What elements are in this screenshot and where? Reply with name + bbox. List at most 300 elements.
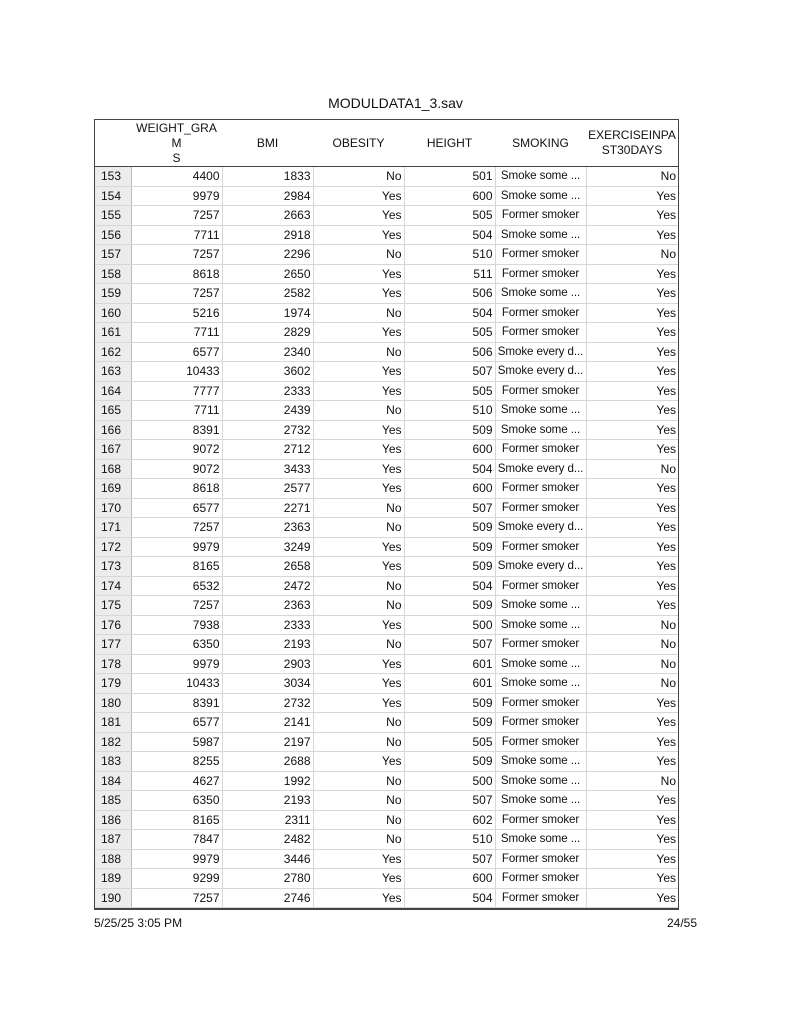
table-row	[95, 518, 678, 538]
smoking-cell: Smoke some ...	[495, 830, 586, 850]
row-index-cell: 153	[95, 167, 131, 187]
table-row	[95, 732, 678, 752]
smoking-cell: Smoke some ...	[495, 615, 586, 635]
exercise-cell: Yes	[586, 849, 678, 869]
table-row	[95, 869, 678, 889]
height-cell: 505	[404, 732, 495, 752]
smoking-cell: Smoke some ...	[495, 401, 586, 421]
row-index-cell: 174	[95, 576, 131, 596]
height-cell: 511	[404, 264, 495, 284]
weight-grams-cell: 8618	[131, 479, 222, 499]
obesity-cell: Yes	[313, 225, 404, 245]
weight-grams-cell: 4400	[131, 167, 222, 187]
exercise-cell: No	[586, 167, 678, 187]
obesity-cell: Yes	[313, 615, 404, 635]
height-cell: 509	[404, 596, 495, 616]
row-index-cell: 176	[95, 615, 131, 635]
row-index-cell: 172	[95, 537, 131, 557]
column-header-index	[95, 120, 131, 167]
height-cell: 506	[404, 342, 495, 362]
weight-grams-cell: 7257	[131, 888, 222, 908]
table-row	[95, 791, 678, 811]
weight-grams-cell: 8618	[131, 264, 222, 284]
weight-grams-cell: 9299	[131, 869, 222, 889]
exercise-cell: Yes	[586, 186, 678, 206]
row-index-cell: 181	[95, 713, 131, 733]
weight-grams-cell: 5216	[131, 303, 222, 323]
row-index-cell: 156	[95, 225, 131, 245]
exercise-cell: Yes	[586, 888, 678, 908]
table-row	[95, 264, 678, 284]
obesity-cell: No	[313, 245, 404, 265]
height-cell: 507	[404, 635, 495, 655]
table-header	[95, 120, 678, 167]
exercise-cell: Yes	[586, 713, 678, 733]
height-cell: 509	[404, 713, 495, 733]
row-index-cell: 180	[95, 693, 131, 713]
obesity-cell: Yes	[313, 888, 404, 908]
exercise-cell: Yes	[586, 693, 678, 713]
weight-grams-cell: 6532	[131, 576, 222, 596]
row-index-cell: 167	[95, 440, 131, 460]
row-index-cell: 168	[95, 459, 131, 479]
weight-grams-cell: 7257	[131, 206, 222, 226]
weight-grams-cell: 6577	[131, 498, 222, 518]
smoking-cell: Former smoker	[495, 849, 586, 869]
row-index-cell: 169	[95, 479, 131, 499]
exercise-cell: No	[586, 615, 678, 635]
bmi-cell: 2193	[222, 791, 313, 811]
exercise-cell: Yes	[586, 557, 678, 577]
height-cell: 504	[404, 225, 495, 245]
bmi-cell: 2577	[222, 479, 313, 499]
weight-grams-cell: 7257	[131, 245, 222, 265]
exercise-cell: Yes	[586, 381, 678, 401]
smoking-cell: Smoke some ...	[495, 596, 586, 616]
obesity-cell: No	[313, 518, 404, 538]
exercise-cell: Yes	[586, 284, 678, 304]
exercise-cell: No	[586, 654, 678, 674]
smoking-cell: Former smoker	[495, 888, 586, 908]
exercise-cell: No	[586, 245, 678, 265]
row-index-cell: 177	[95, 635, 131, 655]
smoking-cell: Smoke some ...	[495, 225, 586, 245]
bmi-cell: 2732	[222, 693, 313, 713]
smoking-cell: Smoke some ...	[495, 186, 586, 206]
bmi-cell: 3433	[222, 459, 313, 479]
height-cell: 600	[404, 440, 495, 460]
weight-grams-cell: 7257	[131, 518, 222, 538]
exercise-cell: Yes	[586, 440, 678, 460]
height-cell: 506	[404, 284, 495, 304]
height-cell: 600	[404, 869, 495, 889]
obesity-cell: Yes	[313, 362, 404, 382]
weight-grams-cell: 6577	[131, 342, 222, 362]
exercise-cell: Yes	[586, 264, 678, 284]
smoking-cell: Former smoker	[495, 303, 586, 323]
obesity-cell: Yes	[313, 479, 404, 499]
weight-grams-cell: 7711	[131, 225, 222, 245]
row-index-cell: 162	[95, 342, 131, 362]
weight-grams-cell: 6350	[131, 635, 222, 655]
height-cell: 504	[404, 576, 495, 596]
height-cell: 504	[404, 303, 495, 323]
smoking-cell: Former smoker	[495, 381, 586, 401]
exercise-cell: Yes	[586, 752, 678, 772]
obesity-cell: Yes	[313, 537, 404, 557]
weight-grams-cell: 5987	[131, 732, 222, 752]
smoking-cell: Former smoker	[495, 869, 586, 889]
weight-grams-cell: 7257	[131, 284, 222, 304]
bmi-cell: 2829	[222, 323, 313, 343]
weight-grams-cell: 7938	[131, 615, 222, 635]
bmi-cell: 2746	[222, 888, 313, 908]
table-row	[95, 752, 678, 772]
smoking-cell: Former smoker	[495, 498, 586, 518]
row-index-cell: 159	[95, 284, 131, 304]
table-row	[95, 498, 678, 518]
height-cell: 504	[404, 888, 495, 908]
exercise-cell: Yes	[586, 420, 678, 440]
table-row	[95, 420, 678, 440]
obesity-cell: No	[313, 732, 404, 752]
row-index-cell: 171	[95, 518, 131, 538]
obesity-cell: Yes	[313, 459, 404, 479]
exercise-cell: Yes	[586, 342, 678, 362]
height-cell: 509	[404, 537, 495, 557]
table-row	[95, 654, 678, 674]
bmi-cell: 2712	[222, 440, 313, 460]
row-index-cell: 161	[95, 323, 131, 343]
weight-grams-cell: 9072	[131, 440, 222, 460]
row-index-cell: 165	[95, 401, 131, 421]
height-cell: 601	[404, 674, 495, 694]
column-header-smoking: SMOKING	[495, 120, 586, 167]
weight-grams-cell: 7711	[131, 401, 222, 421]
table-row	[95, 186, 678, 206]
obesity-cell: No	[313, 771, 404, 791]
row-index-cell: 178	[95, 654, 131, 674]
smoking-cell: Former smoker	[495, 264, 586, 284]
row-index-cell: 184	[95, 771, 131, 791]
obesity-cell: No	[313, 830, 404, 850]
smoking-cell: Former smoker	[495, 245, 586, 265]
height-cell: 510	[404, 401, 495, 421]
bmi-cell: 2141	[222, 713, 313, 733]
exercise-cell: Yes	[586, 225, 678, 245]
obesity-cell: Yes	[313, 186, 404, 206]
bmi-cell: 2340	[222, 342, 313, 362]
bmi-cell: 2311	[222, 810, 313, 830]
row-index-cell: 164	[95, 381, 131, 401]
height-cell: 510	[404, 245, 495, 265]
height-cell: 509	[404, 518, 495, 538]
obesity-cell: No	[313, 596, 404, 616]
weight-grams-cell: 9979	[131, 654, 222, 674]
obesity-cell: Yes	[313, 284, 404, 304]
table-row	[95, 284, 678, 304]
row-index-cell: 188	[95, 849, 131, 869]
exercise-cell: No	[586, 459, 678, 479]
height-cell: 510	[404, 830, 495, 850]
bmi-cell: 2197	[222, 732, 313, 752]
smoking-cell: Former smoker	[495, 713, 586, 733]
obesity-cell: Yes	[313, 557, 404, 577]
column-header-weight-grams: WEIGHT_GRAM S	[131, 120, 222, 167]
bmi-cell: 3249	[222, 537, 313, 557]
table-row	[95, 401, 678, 421]
smoking-cell: Smoke every d...	[495, 557, 586, 577]
table-row	[95, 381, 678, 401]
smoking-cell: Smoke some ...	[495, 674, 586, 694]
table-row	[95, 342, 678, 362]
table-row	[95, 771, 678, 791]
obesity-cell: No	[313, 635, 404, 655]
obesity-cell: Yes	[313, 849, 404, 869]
obesity-cell: No	[313, 713, 404, 733]
weight-grams-cell: 9979	[131, 849, 222, 869]
exercise-cell: Yes	[586, 479, 678, 499]
table-row	[95, 537, 678, 557]
table-row	[95, 362, 678, 382]
bmi-cell: 2363	[222, 518, 313, 538]
exercise-cell: No	[586, 635, 678, 655]
document-title: MODULDATA1_3.sav	[328, 95, 463, 111]
table-row	[95, 245, 678, 265]
table-row	[95, 206, 678, 226]
bmi-cell: 2732	[222, 420, 313, 440]
height-cell: 509	[404, 557, 495, 577]
row-index-cell: 173	[95, 557, 131, 577]
height-cell: 507	[404, 849, 495, 869]
bmi-cell: 2780	[222, 869, 313, 889]
height-cell: 600	[404, 186, 495, 206]
exercise-cell: Yes	[586, 732, 678, 752]
bmi-cell: 3602	[222, 362, 313, 382]
header-row	[95, 120, 678, 167]
obesity-cell: Yes	[313, 752, 404, 772]
smoking-cell: Former smoker	[495, 732, 586, 752]
weight-grams-cell: 6577	[131, 713, 222, 733]
row-index-cell: 189	[95, 869, 131, 889]
exercise-cell: Yes	[586, 830, 678, 850]
height-cell: 507	[404, 791, 495, 811]
weight-grams-cell: 4627	[131, 771, 222, 791]
bmi-cell: 2363	[222, 596, 313, 616]
row-index-cell: 187	[95, 830, 131, 850]
row-index-cell: 155	[95, 206, 131, 226]
smoking-cell: Former smoker	[495, 693, 586, 713]
obesity-cell: No	[313, 576, 404, 596]
height-cell: 509	[404, 420, 495, 440]
table-row	[95, 810, 678, 830]
smoking-cell: Smoke some ...	[495, 420, 586, 440]
exercise-cell: Yes	[586, 596, 678, 616]
height-cell: 507	[404, 362, 495, 382]
column-header-bmi: BMI	[222, 120, 313, 167]
weight-grams-cell: 9072	[131, 459, 222, 479]
bmi-cell: 2688	[222, 752, 313, 772]
obesity-cell: Yes	[313, 264, 404, 284]
bmi-cell: 2903	[222, 654, 313, 674]
height-cell: 505	[404, 206, 495, 226]
height-cell: 600	[404, 479, 495, 499]
row-index-cell: 179	[95, 674, 131, 694]
obesity-cell: Yes	[313, 420, 404, 440]
row-index-cell: 185	[95, 791, 131, 811]
obesity-cell: No	[313, 810, 404, 830]
height-cell: 509	[404, 693, 495, 713]
obesity-cell: Yes	[313, 381, 404, 401]
height-cell: 505	[404, 323, 495, 343]
weight-grams-cell: 10433	[131, 674, 222, 694]
bmi-cell: 2333	[222, 615, 313, 635]
exercise-cell: No	[586, 674, 678, 694]
table-row	[95, 479, 678, 499]
exercise-cell: Yes	[586, 498, 678, 518]
smoking-cell: Smoke every d...	[495, 518, 586, 538]
obesity-cell: No	[313, 498, 404, 518]
weight-grams-cell: 7257	[131, 596, 222, 616]
obesity-cell: No	[313, 167, 404, 187]
smoking-cell: Former smoker	[495, 440, 586, 460]
obesity-cell: Yes	[313, 440, 404, 460]
obesity-cell: Yes	[313, 323, 404, 343]
exercise-cell: Yes	[586, 810, 678, 830]
bmi-cell: 2918	[222, 225, 313, 245]
bmi-cell: 2582	[222, 284, 313, 304]
smoking-cell: Smoke some ...	[495, 654, 586, 674]
obesity-cell: No	[313, 303, 404, 323]
row-index-cell: 158	[95, 264, 131, 284]
smoking-cell: Smoke some ...	[495, 167, 586, 187]
column-header-obesity: OBESITY	[313, 120, 404, 167]
data-table-container	[94, 119, 679, 910]
page-number: 24/55	[666, 916, 697, 930]
obesity-cell: Yes	[313, 674, 404, 694]
table-row	[95, 693, 678, 713]
obesity-cell: Yes	[313, 206, 404, 226]
smoking-cell: Smoke some ...	[495, 791, 586, 811]
exercise-cell: Yes	[586, 869, 678, 889]
smoking-cell: Former smoker	[495, 206, 586, 226]
weight-grams-cell: 9979	[131, 186, 222, 206]
table-row	[95, 713, 678, 733]
column-header-exercise: EXERCISEINPA ST30DAYS	[586, 120, 678, 167]
obesity-cell: No	[313, 342, 404, 362]
exercise-cell: Yes	[586, 323, 678, 343]
obesity-cell: Yes	[313, 654, 404, 674]
table-row	[95, 888, 678, 908]
table-row	[95, 440, 678, 460]
table-row	[95, 225, 678, 245]
weight-grams-cell: 8255	[131, 752, 222, 772]
bmi-cell: 2439	[222, 401, 313, 421]
table-row	[95, 167, 678, 187]
obesity-cell: Yes	[313, 693, 404, 713]
bmi-cell: 2482	[222, 830, 313, 850]
row-index-cell: 157	[95, 245, 131, 265]
height-cell: 500	[404, 771, 495, 791]
row-index-cell: 190	[95, 888, 131, 908]
bmi-cell: 3034	[222, 674, 313, 694]
table-row	[95, 635, 678, 655]
weight-grams-cell: 7777	[131, 381, 222, 401]
print-timestamp: 5/25/25 3:05 PM	[94, 916, 183, 930]
height-cell: 500	[404, 615, 495, 635]
bmi-cell: 1833	[222, 167, 313, 187]
smoking-cell: Smoke some ...	[495, 284, 586, 304]
height-cell: 509	[404, 752, 495, 772]
height-cell: 501	[404, 167, 495, 187]
table-row	[95, 576, 678, 596]
exercise-cell: Yes	[586, 518, 678, 538]
data-table	[95, 120, 678, 908]
obesity-cell: No	[313, 791, 404, 811]
table-row	[95, 849, 678, 869]
bmi-cell: 2296	[222, 245, 313, 265]
bmi-cell: 2650	[222, 264, 313, 284]
table-row	[95, 323, 678, 343]
bmi-cell: 2658	[222, 557, 313, 577]
table-row	[95, 674, 678, 694]
height-cell: 602	[404, 810, 495, 830]
height-cell: 505	[404, 381, 495, 401]
height-cell: 504	[404, 459, 495, 479]
weight-grams-cell: 8165	[131, 810, 222, 830]
bmi-cell: 1974	[222, 303, 313, 323]
height-cell: 601	[404, 654, 495, 674]
bmi-cell: 2984	[222, 186, 313, 206]
smoking-cell: Former smoker	[495, 576, 586, 596]
exercise-cell: No	[586, 771, 678, 791]
smoking-cell: Former smoker	[495, 323, 586, 343]
weight-grams-cell: 8165	[131, 557, 222, 577]
smoking-cell: Smoke every d...	[495, 459, 586, 479]
row-index-cell: 160	[95, 303, 131, 323]
weight-grams-cell: 6350	[131, 791, 222, 811]
bmi-cell: 2271	[222, 498, 313, 518]
smoking-cell: Former smoker	[495, 479, 586, 499]
table-row	[95, 459, 678, 479]
row-index-cell: 163	[95, 362, 131, 382]
height-cell: 507	[404, 498, 495, 518]
exercise-cell: Yes	[586, 791, 678, 811]
obesity-cell: Yes	[313, 869, 404, 889]
row-index-cell: 166	[95, 420, 131, 440]
bmi-cell: 2193	[222, 635, 313, 655]
bmi-cell: 1992	[222, 771, 313, 791]
weight-grams-cell: 8391	[131, 693, 222, 713]
weight-grams-cell: 7847	[131, 830, 222, 850]
row-index-cell: 175	[95, 596, 131, 616]
row-index-cell: 186	[95, 810, 131, 830]
smoking-cell: Former smoker	[495, 537, 586, 557]
table-row	[95, 596, 678, 616]
smoking-cell: Smoke some ...	[495, 771, 586, 791]
smoking-cell: Smoke every d...	[495, 342, 586, 362]
bmi-cell: 2663	[222, 206, 313, 226]
exercise-cell: Yes	[586, 303, 678, 323]
exercise-cell: Yes	[586, 206, 678, 226]
exercise-cell: Yes	[586, 537, 678, 557]
row-index-cell: 154	[95, 186, 131, 206]
smoking-cell: Former smoker	[495, 810, 586, 830]
smoking-cell: Smoke some ...	[495, 752, 586, 772]
row-index-cell: 183	[95, 752, 131, 772]
exercise-cell: Yes	[586, 362, 678, 382]
smoking-cell: Smoke every d...	[495, 362, 586, 382]
